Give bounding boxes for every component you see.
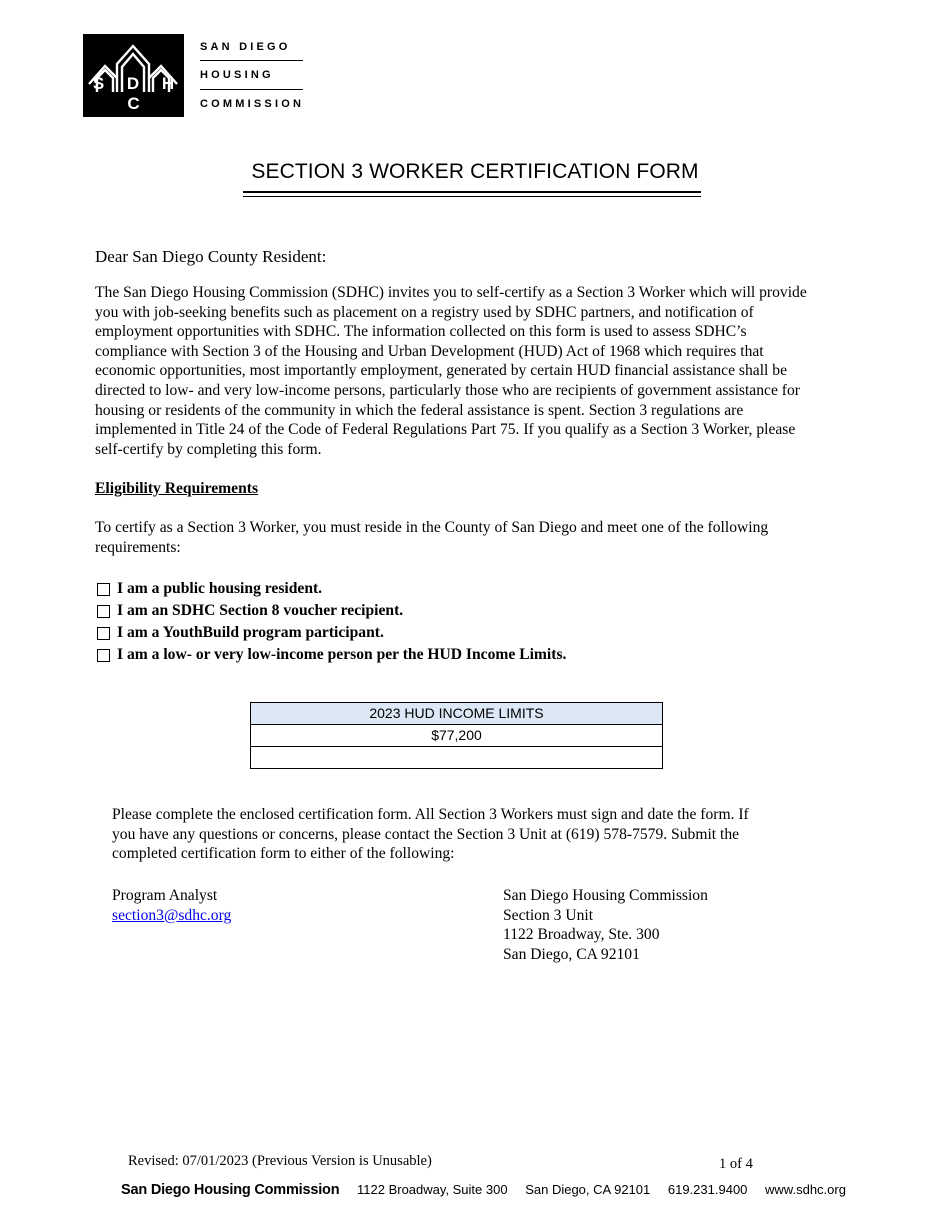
footer-city: San Diego, CA 92101	[525, 1182, 651, 1197]
instructions-paragraph	[112, 805, 749, 864]
option-label: I am a low- or very low-income person per the HUD Income Limits.	[117, 646, 567, 663]
logo-word-3: COMMISSION	[200, 98, 305, 110]
email-link[interactable]: section3@sdhc.org	[112, 906, 232, 924]
contact-title: Program Analyst	[112, 887, 218, 904]
title-underline	[243, 196, 701, 197]
footer-address: 1122 Broadway, Suite 300	[357, 1182, 508, 1197]
eligibility-options	[95, 578, 566, 666]
income-limit-value: $77,200	[251, 725, 662, 747]
income-limits-table	[250, 702, 663, 769]
intro-line: self-certify by completing this form.	[95, 440, 322, 458]
instructions-line: Please complete the enclosed certification form. All Section 3 Workers must sign and date the form. If	[112, 806, 749, 823]
eligibility-line: To certify as a Section 3 Worker, you must reside in the County of San Diego and meet one of the following	[95, 519, 769, 536]
footer-phone: 619.231.9400	[667, 1182, 748, 1197]
contact-mailing-address	[503, 886, 708, 964]
eligibility-line: requirements:	[95, 538, 181, 556]
intro-line: you with job-seeking benefits such as placement on a registry used by SDHC partners, and notification of	[95, 303, 754, 321]
logo-word-2: HOUSING	[200, 69, 274, 81]
table-header: 2023 HUD INCOME LIMITS	[251, 703, 662, 725]
option-label: I am an SDHC Section 8 voucher recipient.	[117, 602, 404, 619]
eligibility-heading: Eligibility Requirements	[95, 480, 259, 497]
contact-program-analyst	[112, 886, 231, 925]
address-line: San Diego, CA 92101	[503, 945, 640, 963]
intro-line: directed to low- and very low-income persons, particularly those who are recipients of government assistance for	[95, 381, 800, 399]
option-section8-voucher[interactable]	[95, 600, 566, 622]
title-underline	[243, 191, 701, 193]
logo-divider	[200, 60, 303, 61]
intro-line: employment opportunities with SDHC. The information collected on this form is used to assess SDHC’s	[95, 323, 747, 341]
instructions-line: you have any questions or concerns, please contact the Section 3 Unit at (619) 578-7579. Submit the	[112, 825, 740, 843]
eligibility-paragraph	[95, 518, 895, 557]
logo-divider	[200, 89, 303, 90]
sdhc-logo	[83, 34, 184, 117]
salutation: Dear San Diego County Resident:	[95, 247, 327, 266]
instructions-line: completed certification form to either of the following:	[112, 845, 455, 863]
footer-website: www.sdhc.org	[765, 1182, 846, 1197]
logo-abbreviation: S D H C	[92, 74, 184, 113]
intro-line: economic opportunities, most importantly employment, generated by certain HUD financial assistance shall be	[95, 362, 787, 380]
option-public-housing[interactable]	[95, 578, 566, 600]
checkbox[interactable]	[97, 583, 110, 596]
option-label: I am a YouthBuild program participant.	[117, 624, 384, 641]
table-empty-row	[251, 747, 662, 768]
option-youthbuild[interactable]	[95, 622, 566, 644]
checkbox[interactable]	[97, 605, 110, 618]
logo-word-1: SAN DIEGO	[200, 41, 291, 53]
checkbox[interactable]	[97, 627, 110, 640]
intro-line: implemented in Title 24 of the Code of Federal Regulations Part 75. If you qualify as a Section 3 Worker, please	[95, 421, 796, 439]
address-line: Section 3 Unit	[503, 906, 594, 924]
page-title: SECTION 3 WORKER CERTIFICATION FORM	[251, 160, 699, 183]
footer	[121, 1182, 860, 1198]
address-line: San Diego Housing Commission	[503, 887, 708, 904]
intro-paragraph	[95, 283, 895, 459]
address-line: 1122 Broadway, Ste. 300	[503, 926, 660, 944]
page-number: 1 of 4	[719, 1156, 753, 1172]
footer-org: San Diego Housing Commission	[121, 1182, 340, 1198]
intro-line: compliance with Section 3 of the Housing and Urban Development (HUD) Act of 1968 which requires that	[95, 342, 764, 360]
intro-line: The San Diego Housing Commission (SDHC) invites you to self-certify as a Section 3 Worker which will provide	[95, 284, 807, 301]
revision-note: Revised: 07/01/2023 (Previous Version is Unusable)	[128, 1153, 432, 1169]
checkbox[interactable]	[97, 649, 110, 662]
option-low-income[interactable]	[95, 644, 566, 666]
option-label: I am a public housing resident.	[117, 580, 323, 597]
intro-line: housing or residents of the community in which the federal assistance is spent. Section 3 regulations are	[95, 401, 744, 419]
